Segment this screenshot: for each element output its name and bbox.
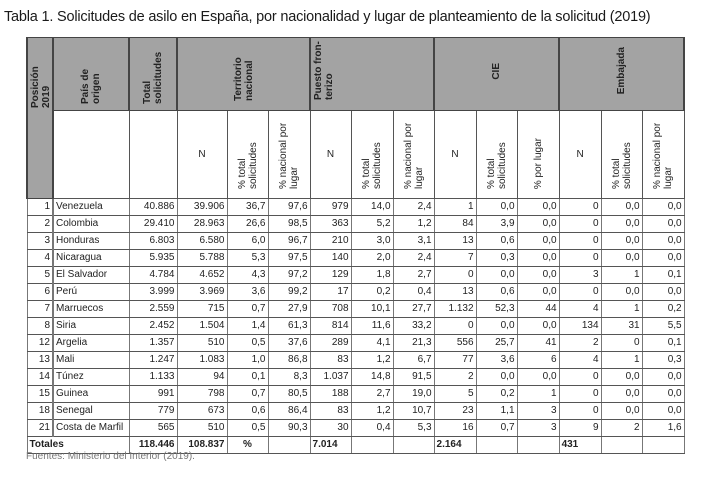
value-cell: 708: [310, 301, 351, 318]
value-cell: 31: [601, 318, 642, 335]
header-country: País de origen: [53, 38, 129, 111]
value-cell: 1: [601, 267, 642, 284]
value-cell: 5: [434, 386, 476, 403]
value-cell: 0,0: [517, 318, 559, 335]
value-cell: 2,7: [351, 386, 393, 403]
value-cell: 140: [310, 250, 351, 267]
value-cell: 0,7: [476, 420, 517, 437]
value-cell: 25,7: [476, 335, 517, 352]
value-cell: 4: [559, 301, 601, 318]
value-cell: 1,2: [351, 403, 393, 420]
totals-cell: [642, 437, 684, 454]
position-cell: 12: [27, 335, 53, 352]
table-body: [27, 199, 684, 454]
value-cell: 2,4: [393, 250, 434, 267]
totals-cell: [268, 437, 310, 454]
country-cell: Túnez: [53, 369, 129, 386]
value-cell: 1.247: [129, 352, 177, 369]
table-row: [27, 301, 684, 318]
value-cell: 0,0: [476, 267, 517, 284]
value-cell: 0,0: [642, 250, 684, 267]
value-cell: 1,4: [227, 318, 268, 335]
value-cell: 4.652: [177, 267, 227, 284]
table-row: [27, 369, 684, 386]
value-cell: 96,7: [268, 233, 310, 250]
value-cell: 0: [559, 199, 601, 216]
value-cell: 10,7: [393, 403, 434, 420]
totals-cell: 108.837: [177, 437, 227, 454]
value-cell: 97,5: [268, 250, 310, 267]
table-row: [27, 335, 684, 352]
value-cell: 39.906: [177, 199, 227, 216]
value-cell: 1: [601, 352, 642, 369]
subheader-pct: % nacional por lugar: [393, 111, 434, 199]
value-cell: 13: [434, 284, 476, 301]
table-row: [27, 352, 684, 369]
value-cell: 0,0: [517, 369, 559, 386]
position-cell: 5: [27, 267, 53, 284]
value-cell: 510: [177, 335, 227, 352]
country-cell: Guinea: [53, 386, 129, 403]
value-cell: 188: [310, 386, 351, 403]
value-cell: 13: [434, 233, 476, 250]
value-cell: 0,0: [601, 199, 642, 216]
value-cell: 3.999: [129, 284, 177, 301]
value-cell: 10,1: [351, 301, 393, 318]
position-cell: 6: [27, 284, 53, 301]
value-cell: 84: [434, 216, 476, 233]
value-cell: 0,1: [642, 267, 684, 284]
subheader-pct: % nacional por lugar: [268, 111, 310, 199]
header-row: [27, 38, 684, 111]
totals-cell: 431: [559, 437, 601, 454]
value-cell: 0,6: [476, 233, 517, 250]
value-cell: 4.784: [129, 267, 177, 284]
totals-cell: [601, 437, 642, 454]
value-cell: 2: [559, 335, 601, 352]
value-cell: 14,0: [351, 199, 393, 216]
asylum-table: [26, 37, 685, 454]
table-row: [27, 420, 684, 437]
value-cell: 2,4: [393, 199, 434, 216]
value-cell: 0,0: [517, 199, 559, 216]
value-cell: 97,2: [268, 267, 310, 284]
country-cell: Perú: [53, 284, 129, 301]
value-cell: 3,6: [476, 352, 517, 369]
subheader-n: N: [434, 111, 476, 199]
value-cell: 134: [559, 318, 601, 335]
value-cell: 16: [434, 420, 476, 437]
value-cell: 0: [559, 386, 601, 403]
value-cell: 0,0: [601, 216, 642, 233]
value-cell: 0,6: [227, 403, 268, 420]
value-cell: 1,2: [351, 352, 393, 369]
value-cell: 556: [434, 335, 476, 352]
value-cell: 0: [559, 284, 601, 301]
value-cell: 0,0: [642, 386, 684, 403]
value-cell: 129: [310, 267, 351, 284]
value-cell: 0,0: [601, 233, 642, 250]
value-cell: 2.559: [129, 301, 177, 318]
value-cell: 0,3: [642, 352, 684, 369]
totals-cell: 2.164: [434, 437, 476, 454]
value-cell: 991: [129, 386, 177, 403]
value-cell: 0,2: [351, 284, 393, 301]
value-cell: 1.083: [177, 352, 227, 369]
value-cell: 9: [559, 420, 601, 437]
value-cell: 86,8: [268, 352, 310, 369]
value-cell: 0,0: [642, 284, 684, 301]
totals-cell: [476, 437, 517, 454]
table-row: [27, 250, 684, 267]
value-cell: 97,6: [268, 199, 310, 216]
value-cell: 0: [601, 335, 642, 352]
value-cell: 3,0: [351, 233, 393, 250]
value-cell: 0,0: [601, 369, 642, 386]
value-cell: 26,6: [227, 216, 268, 233]
subheader-row: [27, 111, 684, 199]
value-cell: 40.886: [129, 199, 177, 216]
value-cell: 1,8: [351, 267, 393, 284]
table-row: [27, 267, 684, 284]
value-cell: 98,5: [268, 216, 310, 233]
country-cell: Marruecos: [53, 301, 129, 318]
country-cell: Honduras: [53, 233, 129, 250]
table-row: [27, 233, 684, 250]
value-cell: 6,7: [393, 352, 434, 369]
subheader-pct: % nacional por lugar: [642, 111, 684, 199]
value-cell: 0,0: [476, 199, 517, 216]
country-cell: Venezuela: [53, 199, 129, 216]
totals-cell: 118.446: [129, 437, 177, 454]
value-cell: 979: [310, 199, 351, 216]
value-cell: 0,0: [642, 216, 684, 233]
value-cell: 0,0: [476, 318, 517, 335]
footnote: Fuentes: Ministerio del Interior (2019).: [26, 451, 195, 462]
value-cell: 510: [177, 420, 227, 437]
totals-cell: %: [227, 437, 268, 454]
value-cell: 19,0: [393, 386, 434, 403]
value-cell: 0,0: [517, 233, 559, 250]
value-cell: 0,0: [517, 216, 559, 233]
value-cell: 0,0: [601, 386, 642, 403]
value-cell: 86,4: [268, 403, 310, 420]
country-cell: El Salvador: [53, 267, 129, 284]
value-cell: 0: [559, 216, 601, 233]
country-cell: Costa de Marfil: [53, 420, 129, 437]
value-cell: 0,5: [227, 335, 268, 352]
value-cell: 21,3: [393, 335, 434, 352]
value-cell: 4,1: [351, 335, 393, 352]
value-cell: 37,6: [268, 335, 310, 352]
country-cell: Siria: [53, 318, 129, 335]
value-cell: 7: [434, 250, 476, 267]
value-cell: 4: [559, 352, 601, 369]
value-cell: 1: [517, 386, 559, 403]
value-cell: 2: [601, 420, 642, 437]
value-cell: 52,3: [476, 301, 517, 318]
value-cell: 3,9: [476, 216, 517, 233]
country-cell: Colombia: [53, 216, 129, 233]
value-cell: 2,0: [351, 250, 393, 267]
position-cell: 15: [27, 386, 53, 403]
totals-cell: [393, 437, 434, 454]
value-cell: 0,0: [601, 250, 642, 267]
value-cell: 44: [517, 301, 559, 318]
value-cell: 6,0: [227, 233, 268, 250]
value-cell: 0,0: [601, 284, 642, 301]
value-cell: 3,1: [393, 233, 434, 250]
value-cell: 83: [310, 403, 351, 420]
value-cell: 4,3: [227, 267, 268, 284]
value-cell: 91,5: [393, 369, 434, 386]
value-cell: 5,5: [642, 318, 684, 335]
value-cell: 0,0: [642, 233, 684, 250]
value-cell: 27,9: [268, 301, 310, 318]
value-cell: 0: [559, 233, 601, 250]
country-cell: Mali: [53, 352, 129, 369]
value-cell: 0,0: [642, 199, 684, 216]
value-cell: 210: [310, 233, 351, 250]
subheader-n: N: [310, 111, 351, 199]
value-cell: 2.452: [129, 318, 177, 335]
value-cell: 6: [517, 352, 559, 369]
value-cell: 289: [310, 335, 351, 352]
header-cie: CIE: [434, 38, 559, 111]
value-cell: 0,6: [476, 284, 517, 301]
position-cell: 13: [27, 352, 53, 369]
value-cell: 1,2: [393, 216, 434, 233]
value-cell: 83: [310, 352, 351, 369]
value-cell: 23: [434, 403, 476, 420]
value-cell: 0: [434, 318, 476, 335]
value-cell: 90,3: [268, 420, 310, 437]
value-cell: 0,0: [517, 250, 559, 267]
country-cell: Senegal: [53, 403, 129, 420]
value-cell: 0,1: [642, 335, 684, 352]
value-cell: 5.788: [177, 250, 227, 267]
value-cell: 565: [129, 420, 177, 437]
subheader-pct: % total solicitudes: [601, 111, 642, 199]
country-cell: Nicaragua: [53, 250, 129, 267]
value-cell: 3: [517, 403, 559, 420]
value-cell: 2: [434, 369, 476, 386]
value-cell: 673: [177, 403, 227, 420]
value-cell: 2,7: [393, 267, 434, 284]
value-cell: 17: [310, 284, 351, 301]
totals-cell: [517, 437, 559, 454]
value-cell: 0: [559, 403, 601, 420]
value-cell: 0,0: [642, 369, 684, 386]
subheader-blank: [129, 111, 177, 199]
value-cell: 27,7: [393, 301, 434, 318]
subheader-pct: % total solicitudes: [476, 111, 517, 199]
subheader-blank: [53, 111, 129, 199]
value-cell: 1.037: [310, 369, 351, 386]
subheader-n: N: [559, 111, 601, 199]
value-cell: 1: [601, 301, 642, 318]
value-cell: 0,1: [227, 369, 268, 386]
totals-cell: 7.014: [310, 437, 351, 454]
value-cell: 30: [310, 420, 351, 437]
value-cell: 0,7: [227, 301, 268, 318]
value-cell: 0: [559, 369, 601, 386]
value-cell: 8,3: [268, 369, 310, 386]
header-territorio-nacional: Territorio nacional: [177, 38, 310, 111]
value-cell: 0,0: [642, 403, 684, 420]
table-title: Tabla 1. Solicitudes de asilo en España, por nacionalidad y lugar de planteamiento de la solicitud (2019): [4, 9, 651, 25]
value-cell: 80,5: [268, 386, 310, 403]
subheader-pct: % total solicitudes: [227, 111, 268, 199]
value-cell: 61,3: [268, 318, 310, 335]
subheader-pct: % por lugar: [517, 111, 559, 199]
position-cell: 4: [27, 250, 53, 267]
value-cell: 814: [310, 318, 351, 335]
value-cell: 99,2: [268, 284, 310, 301]
value-cell: 0,0: [601, 403, 642, 420]
value-cell: 0,7: [227, 386, 268, 403]
value-cell: 798: [177, 386, 227, 403]
value-cell: 1,1: [476, 403, 517, 420]
header-position: Posición 2019: [27, 38, 53, 199]
value-cell: 3: [559, 267, 601, 284]
value-cell: 0,4: [393, 284, 434, 301]
value-cell: 0,2: [476, 386, 517, 403]
position-cell: 3: [27, 233, 53, 250]
value-cell: 1.357: [129, 335, 177, 352]
value-cell: 0,0: [517, 284, 559, 301]
value-cell: 28.963: [177, 216, 227, 233]
value-cell: 6.580: [177, 233, 227, 250]
position-cell: 1: [27, 199, 53, 216]
value-cell: 779: [129, 403, 177, 420]
header-total: Total solicitudes: [129, 38, 177, 111]
value-cell: 94: [177, 369, 227, 386]
value-cell: 5,3: [393, 420, 434, 437]
value-cell: 3,6: [227, 284, 268, 301]
value-cell: 33,2: [393, 318, 434, 335]
value-cell: 36,7: [227, 199, 268, 216]
totals-label: Totales: [27, 437, 129, 454]
value-cell: 1,0: [227, 352, 268, 369]
value-cell: 5.935: [129, 250, 177, 267]
table-row: [27, 318, 684, 335]
header-embajada: Embajada: [559, 38, 684, 111]
value-cell: 6.803: [129, 233, 177, 250]
table-row: [27, 403, 684, 420]
value-cell: 0,0: [476, 369, 517, 386]
value-cell: 0,4: [351, 420, 393, 437]
table-row: [27, 199, 684, 216]
value-cell: 11,6: [351, 318, 393, 335]
value-cell: 0,0: [517, 267, 559, 284]
value-cell: 1,6: [642, 420, 684, 437]
subheader-n: N: [177, 111, 227, 199]
position-cell: 21: [27, 420, 53, 437]
position-cell: 14: [27, 369, 53, 386]
value-cell: 0: [434, 267, 476, 284]
table-row: [27, 284, 684, 301]
value-cell: 77: [434, 352, 476, 369]
value-cell: 3.969: [177, 284, 227, 301]
value-cell: 1.504: [177, 318, 227, 335]
country-cell: Argelia: [53, 335, 129, 352]
value-cell: 29.410: [129, 216, 177, 233]
value-cell: 715: [177, 301, 227, 318]
table-row: [27, 386, 684, 403]
value-cell: 5,2: [351, 216, 393, 233]
position-cell: 2: [27, 216, 53, 233]
value-cell: 41: [517, 335, 559, 352]
header-puesto-fronterizo: Puesto fron- terizo: [310, 38, 434, 111]
value-cell: 1: [434, 199, 476, 216]
subheader-pct: % total solicitudes: [351, 111, 393, 199]
value-cell: 14,8: [351, 369, 393, 386]
position-cell: 7: [27, 301, 53, 318]
value-cell: 0,3: [476, 250, 517, 267]
position-cell: 18: [27, 403, 53, 420]
table-row: [27, 216, 684, 233]
value-cell: 1.132: [434, 301, 476, 318]
value-cell: 1.133: [129, 369, 177, 386]
value-cell: 0,5: [227, 420, 268, 437]
value-cell: 0,2: [642, 301, 684, 318]
value-cell: 0: [559, 250, 601, 267]
value-cell: 3: [517, 420, 559, 437]
value-cell: 5,3: [227, 250, 268, 267]
value-cell: 363: [310, 216, 351, 233]
totals-cell: [351, 437, 393, 454]
position-cell: 8: [27, 318, 53, 335]
